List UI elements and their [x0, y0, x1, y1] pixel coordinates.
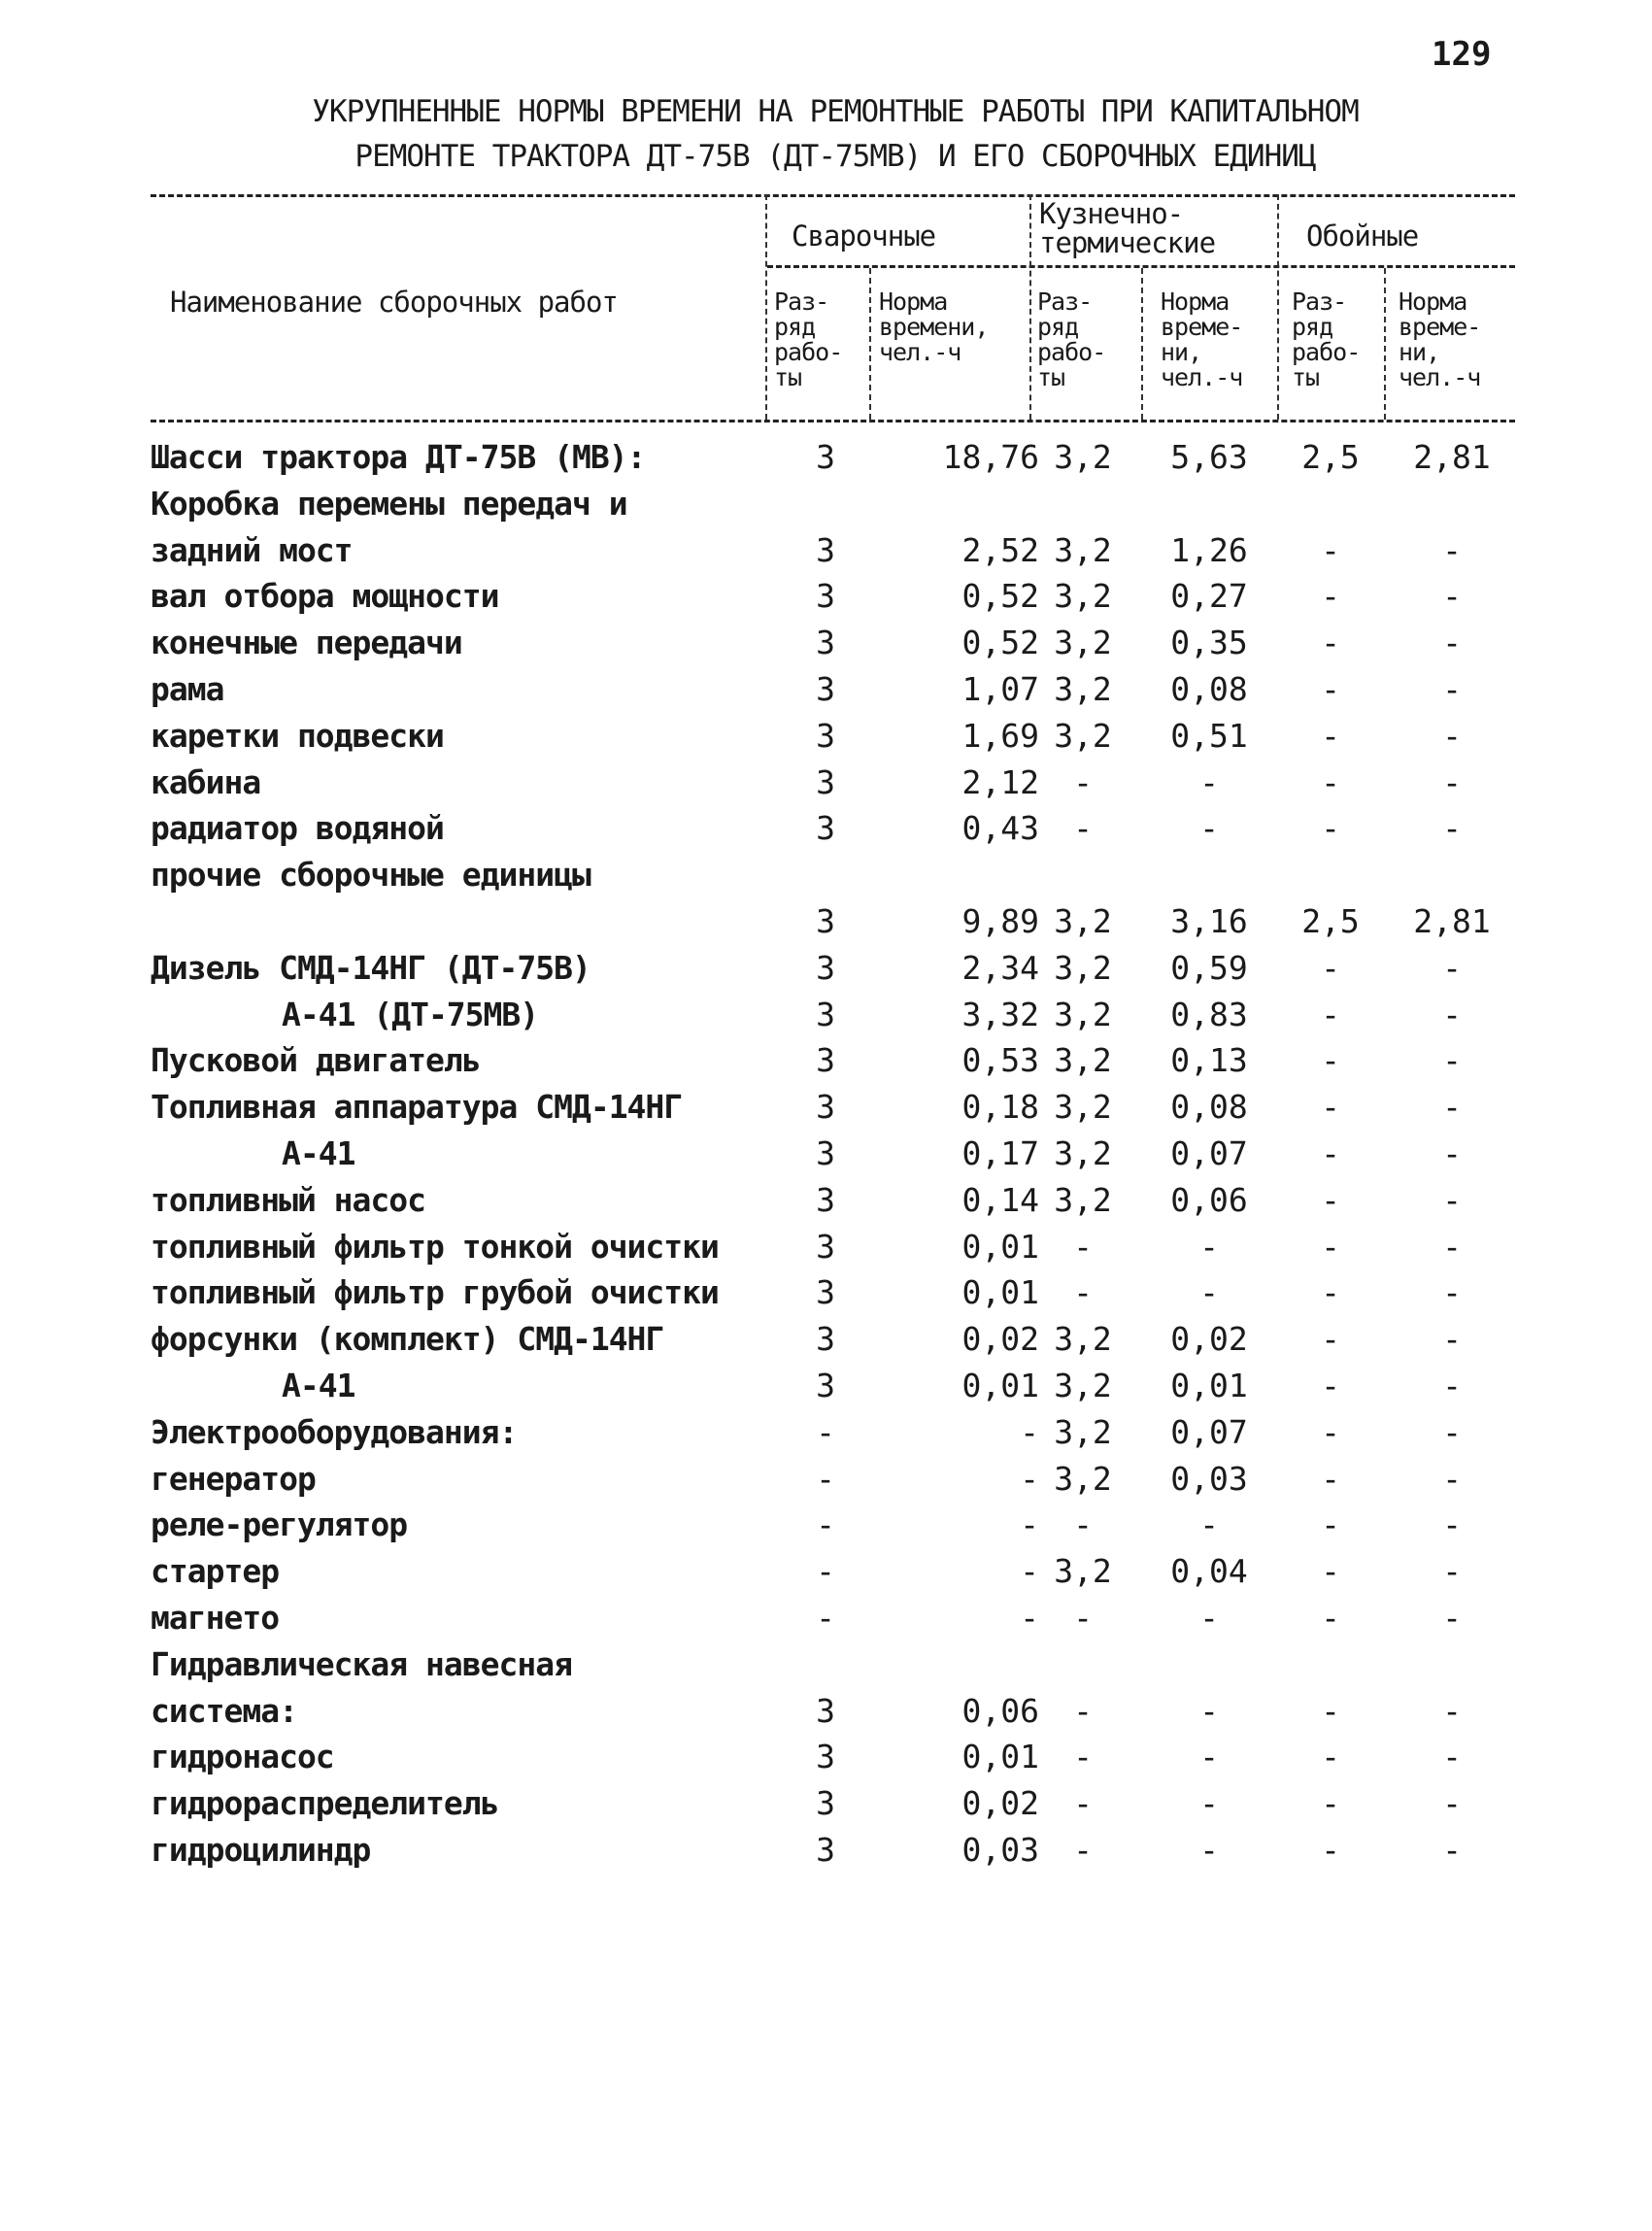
row-name: конечные передачи	[151, 624, 462, 661]
cell-forge-rank: -	[1073, 1228, 1093, 1266]
cell-forge-rank: 3,2	[1054, 1552, 1112, 1590]
cell-welding-rank: 3	[816, 1692, 835, 1730]
cell-welding-rank: -	[816, 1552, 835, 1590]
title-line-1: УКРУПНЕННЫЕ НОРМЫ ВРЕМЕНИ НА РЕМОНТНЫЕ РАБОТЫ ПРИ КАПИТАЛЬНОМ	[312, 94, 1359, 129]
cell-welding-norm: -	[1020, 1599, 1039, 1637]
cell-upholstery-rank: -	[1321, 1692, 1340, 1730]
header-rank-welding: Раз- ряд рабо- ты	[774, 287, 843, 391]
row-name: топливный насос	[151, 1181, 426, 1219]
cell-upholstery-norm: -	[1442, 1320, 1462, 1358]
table-row	[0, 852, 1652, 898]
cell-welding-rank: 3	[816, 1088, 835, 1126]
header-name-column: Наименование сборочных работ	[170, 286, 618, 319]
cell-welding-rank: 3	[816, 1831, 835, 1869]
cell-upholstery-rank: -	[1321, 1367, 1340, 1404]
cell-upholstery-norm: -	[1442, 1181, 1462, 1219]
cell-welding-rank: 3	[816, 717, 835, 755]
cell-forge-norm: 5,63	[1170, 438, 1248, 476]
cell-upholstery-rank: -	[1321, 577, 1340, 615]
cell-forge-rank: 3,2	[1054, 438, 1112, 476]
row-name: А-41	[282, 1367, 355, 1404]
cell-forge-rank: -	[1073, 1831, 1093, 1869]
table-row	[0, 1502, 1652, 1548]
table-row	[0, 1269, 1652, 1316]
cell-upholstery-rank: -	[1321, 1041, 1340, 1079]
cell-upholstery-norm: -	[1442, 624, 1462, 661]
cell-upholstery-rank: -	[1321, 949, 1340, 987]
cell-upholstery-rank: -	[1321, 1273, 1340, 1311]
cell-forge-rank: 3,2	[1054, 996, 1112, 1033]
cell-forge-rank: 3,2	[1054, 902, 1112, 940]
cell-welding-norm: -	[1020, 1552, 1039, 1590]
cell-welding-rank: -	[816, 1460, 835, 1498]
cell-upholstery-rank: -	[1321, 763, 1340, 801]
cell-welding-norm: 1,69	[961, 717, 1039, 755]
cell-welding-rank: 3	[816, 624, 835, 661]
cell-upholstery-norm: -	[1442, 1134, 1462, 1172]
cell-upholstery-norm: -	[1442, 1738, 1462, 1775]
cell-upholstery-rank: -	[1321, 1228, 1340, 1266]
cell-upholstery-rank: -	[1321, 1831, 1340, 1869]
cell-upholstery-norm: -	[1442, 1599, 1462, 1637]
table-row	[0, 945, 1652, 992]
cell-upholstery-norm: -	[1442, 577, 1462, 615]
cell-upholstery-norm: -	[1442, 1784, 1462, 1822]
cell-upholstery-norm: -	[1442, 1413, 1462, 1451]
cell-forge-rank: 3,2	[1054, 531, 1112, 569]
table-row	[0, 481, 1652, 527]
header-group-forge-line1: Кузнечно-	[1039, 197, 1184, 230]
cell-upholstery-norm: -	[1442, 1831, 1462, 1869]
cell-upholstery-rank: -	[1321, 1413, 1340, 1451]
title-line-2: РЕМОНТЕ ТРАКТОРА ДТ-75В (ДТ-75МВ) И ЕГО СБОРОЧНЫХ ЕДИНИЦ	[354, 139, 1316, 174]
cell-forge-norm: -	[1199, 1228, 1219, 1266]
cell-welding-norm: -	[1020, 1460, 1039, 1498]
row-name: Коробка перемены передач и	[151, 485, 627, 523]
row-name: форсунки (комплект) СМД-14НГ	[151, 1320, 664, 1358]
cell-forge-rank: -	[1073, 809, 1093, 847]
cell-forge-rank: 3,2	[1054, 624, 1112, 661]
cell-welding-rank: 3	[816, 670, 835, 708]
header-norm-upholstery: Норма време- ни, чел.-ч	[1399, 287, 1481, 391]
table-row	[0, 527, 1652, 574]
row-name: генератор	[151, 1460, 316, 1498]
cell-upholstery-norm: -	[1442, 670, 1462, 708]
header-separator	[1384, 268, 1386, 420]
cell-welding-rank: 3	[816, 1784, 835, 1822]
table-row	[0, 1548, 1652, 1595]
cell-forge-rank: -	[1073, 1505, 1093, 1543]
table-row	[0, 573, 1652, 620]
cell-forge-norm: 0,04	[1170, 1552, 1248, 1590]
row-name: гидронасос	[151, 1738, 334, 1775]
cell-forge-rank: 3,2	[1054, 1181, 1112, 1219]
header-group-forge-line2: термические	[1039, 226, 1216, 259]
table-row	[0, 1456, 1652, 1503]
cell-upholstery-rank: 2,5	[1301, 438, 1360, 476]
row-name: гидрораспределитель	[151, 1784, 499, 1822]
cell-welding-norm: 0,43	[961, 809, 1039, 847]
cell-upholstery-norm: 2,81	[1413, 902, 1491, 940]
cell-upholstery-rank: -	[1321, 1505, 1340, 1543]
table-row	[0, 992, 1652, 1038]
row-name: задний мост	[151, 531, 353, 569]
table-row	[0, 1037, 1652, 1084]
cell-forge-norm: 0,01	[1170, 1367, 1248, 1404]
cell-forge-rank: 3,2	[1054, 1088, 1112, 1126]
cell-welding-rank: 3	[816, 1041, 835, 1079]
cell-forge-rank: 3,2	[1054, 717, 1112, 755]
cell-welding-norm: -	[1020, 1413, 1039, 1451]
cell-forge-norm: 0,02	[1170, 1320, 1248, 1358]
row-name: вал отбора мощности	[151, 577, 499, 615]
table-row	[0, 666, 1652, 713]
cell-welding-rank: 3	[816, 1273, 835, 1311]
cell-welding-rank: 3	[816, 1320, 835, 1358]
header-separator	[765, 194, 767, 420]
cell-welding-rank: 3	[816, 1181, 835, 1219]
cell-welding-rank: 3	[816, 531, 835, 569]
table-row	[0, 1641, 1652, 1688]
cell-upholstery-rank: -	[1321, 1460, 1340, 1498]
row-name: магнето	[151, 1599, 280, 1637]
table-row	[0, 760, 1652, 806]
cell-upholstery-rank: -	[1321, 996, 1340, 1033]
table-row	[0, 1084, 1652, 1131]
cell-welding-norm: 0,53	[961, 1041, 1039, 1079]
table-row	[0, 620, 1652, 666]
row-name: Топливная аппаратура СМД-14НГ	[151, 1088, 683, 1126]
cell-welding-rank: 3	[816, 949, 835, 987]
cell-forge-norm: 0,13	[1170, 1041, 1248, 1079]
cell-upholstery-rank: -	[1321, 531, 1340, 569]
row-name: Пусковой двигатель	[151, 1041, 481, 1079]
cell-forge-norm: 0,35	[1170, 624, 1248, 661]
cell-upholstery-norm: -	[1442, 1273, 1462, 1311]
table-row	[0, 1780, 1652, 1827]
cell-forge-norm: 0,83	[1170, 996, 1248, 1033]
cell-forge-norm: -	[1199, 1505, 1219, 1543]
cell-welding-norm: 2,34	[961, 949, 1039, 987]
cell-welding-rank: -	[816, 1413, 835, 1451]
header-separator	[1277, 194, 1279, 420]
cell-forge-rank: 3,2	[1054, 1413, 1112, 1451]
cell-upholstery-norm: -	[1442, 1505, 1462, 1543]
cell-welding-rank: 3	[816, 438, 835, 476]
cell-welding-rank: 3	[816, 763, 835, 801]
row-name: система:	[151, 1692, 297, 1730]
table-row	[0, 1827, 1652, 1874]
cell-upholstery-rank: -	[1321, 1320, 1340, 1358]
cell-forge-norm: 3,16	[1170, 902, 1248, 940]
header-rank-upholstery: Раз- ряд рабо- ты	[1292, 287, 1361, 391]
cell-forge-norm: 0,59	[1170, 949, 1248, 987]
cell-forge-norm: 0,08	[1170, 1088, 1248, 1126]
cell-forge-norm: -	[1199, 809, 1219, 847]
table-row	[0, 1363, 1652, 1409]
cell-upholstery-norm: -	[1442, 1041, 1462, 1079]
table-row	[0, 1224, 1652, 1270]
table-row	[0, 1177, 1652, 1224]
cell-forge-norm: 0,03	[1170, 1460, 1248, 1498]
cell-forge-rank: 3,2	[1054, 670, 1112, 708]
cell-welding-norm: 0,52	[961, 624, 1039, 661]
row-name: А-41	[282, 1134, 355, 1172]
cell-upholstery-rank: -	[1321, 1088, 1340, 1126]
cell-forge-norm: 0,07	[1170, 1413, 1248, 1451]
cell-upholstery-rank: -	[1321, 809, 1340, 847]
cell-upholstery-rank: -	[1321, 717, 1340, 755]
row-name: Шасси трактора ДТ-75В (МВ):	[151, 438, 646, 476]
row-name: Дизель СМД-14НГ (ДТ-75В)	[151, 949, 590, 987]
cell-welding-norm: 0,03	[961, 1831, 1039, 1869]
cell-upholstery-rank: -	[1321, 1552, 1340, 1590]
cell-upholstery-rank: -	[1321, 1599, 1340, 1637]
cell-upholstery-norm: -	[1442, 1367, 1462, 1404]
cell-forge-norm: -	[1199, 1831, 1219, 1869]
cell-forge-norm: -	[1199, 763, 1219, 801]
header-separator	[1029, 194, 1031, 420]
cell-forge-norm: -	[1199, 1692, 1219, 1730]
header-norm-forge: Норма време- ни, чел.-ч	[1161, 287, 1243, 391]
cell-forge-norm: 0,06	[1170, 1181, 1248, 1219]
table-row	[0, 1131, 1652, 1177]
cell-welding-rank: 3	[816, 809, 835, 847]
header-rank-forge: Раз- ряд рабо- ты	[1037, 287, 1106, 391]
cell-forge-rank: -	[1073, 1784, 1093, 1822]
cell-welding-norm: 1,07	[961, 670, 1039, 708]
cell-forge-rank: 3,2	[1054, 1041, 1112, 1079]
cell-welding-norm: 0,18	[961, 1088, 1039, 1126]
cell-upholstery-norm: -	[1442, 809, 1462, 847]
cell-forge-rank: 3,2	[1054, 1320, 1112, 1358]
table-row	[0, 898, 1652, 945]
row-name: прочие сборочные единицы	[151, 856, 590, 894]
cell-forge-norm: 0,08	[1170, 670, 1248, 708]
row-name: реле-регулятор	[151, 1505, 408, 1543]
table-row	[0, 1316, 1652, 1363]
header-group-upholstery: Обойные	[1306, 220, 1419, 253]
table-row	[0, 713, 1652, 760]
cell-upholstery-rank: -	[1321, 1738, 1340, 1775]
cell-welding-norm: 0,01	[961, 1228, 1039, 1266]
cell-upholstery-rank: -	[1321, 624, 1340, 661]
cell-upholstery-norm: -	[1442, 1228, 1462, 1266]
cell-welding-norm: 0,02	[961, 1784, 1039, 1822]
cell-welding-rank: 3	[816, 577, 835, 615]
table-row	[0, 805, 1652, 852]
cell-upholstery-norm: -	[1442, 1692, 1462, 1730]
cell-forge-rank: 3,2	[1054, 949, 1112, 987]
row-name: гидроцилиндр	[151, 1831, 371, 1869]
header-separator	[869, 268, 871, 420]
cell-upholstery-norm: -	[1442, 531, 1462, 569]
cell-upholstery-rank: -	[1321, 1181, 1340, 1219]
cell-welding-norm: 0,14	[961, 1181, 1039, 1219]
table-row	[0, 434, 1652, 481]
table-row	[0, 1595, 1652, 1641]
cell-upholstery-norm: -	[1442, 1088, 1462, 1126]
cell-forge-norm: -	[1199, 1738, 1219, 1775]
cell-welding-norm: 0,17	[961, 1134, 1039, 1172]
cell-upholstery-norm: -	[1442, 1552, 1462, 1590]
document-title	[233, 89, 1437, 179]
cell-welding-norm: 9,89	[961, 902, 1039, 940]
cell-welding-norm: 0,52	[961, 577, 1039, 615]
cell-forge-rank: -	[1073, 1738, 1093, 1775]
cell-forge-rank: 3,2	[1054, 1134, 1112, 1172]
cell-forge-rank: -	[1073, 763, 1093, 801]
cell-forge-norm: 0,27	[1170, 577, 1248, 615]
cell-welding-norm: 0,01	[961, 1367, 1039, 1404]
row-name: кабина	[151, 763, 261, 801]
row-name: Гидравлическая навесная	[151, 1645, 572, 1683]
cell-forge-norm: 0,51	[1170, 717, 1248, 755]
cell-welding-norm: 0,02	[961, 1320, 1039, 1358]
table-row	[0, 1409, 1652, 1456]
cell-upholstery-rank: -	[1321, 1134, 1340, 1172]
page-number: 129	[1432, 35, 1492, 74]
row-name: топливный фильтр тонкой очистки	[151, 1228, 719, 1266]
cell-welding-norm: 0,06	[961, 1692, 1039, 1730]
row-name: радиатор водяной	[151, 809, 444, 847]
cell-forge-rank: 3,2	[1054, 577, 1112, 615]
cell-welding-norm: 0,01	[961, 1738, 1039, 1775]
cell-welding-rank: 3	[816, 1738, 835, 1775]
cell-welding-norm: 18,76	[942, 438, 1039, 476]
cell-welding-norm: 2,52	[961, 531, 1039, 569]
cell-welding-rank: 3	[816, 996, 835, 1033]
cell-forge-rank: 3,2	[1054, 1367, 1112, 1404]
cell-forge-norm: -	[1199, 1599, 1219, 1637]
cell-upholstery-norm: -	[1442, 949, 1462, 987]
cell-forge-rank: -	[1073, 1599, 1093, 1637]
cell-welding-rank: 3	[816, 1134, 835, 1172]
cell-upholstery-norm: -	[1442, 1460, 1462, 1498]
header-group-welding: Сварочные	[792, 220, 936, 253]
cell-welding-norm: 3,32	[961, 996, 1039, 1033]
cell-upholstery-rank: 2,5	[1301, 902, 1360, 940]
cell-welding-rank: -	[816, 1505, 835, 1543]
header-top-rule	[151, 194, 1515, 197]
cell-forge-rank: -	[1073, 1273, 1093, 1311]
cell-welding-rank: -	[816, 1599, 835, 1637]
row-name: рама	[151, 670, 224, 708]
row-name: топливный фильтр грубой очистки	[151, 1273, 719, 1311]
cell-forge-norm: -	[1199, 1784, 1219, 1822]
row-name: Электрооборудования:	[151, 1413, 518, 1451]
cell-upholstery-norm: 2,81	[1413, 438, 1491, 476]
row-name: каретки подвески	[151, 717, 444, 755]
cell-upholstery-rank: -	[1321, 670, 1340, 708]
header-norm-welding: Норма времени, чел.-ч	[879, 287, 989, 366]
row-name: А-41 (ДТ-75МВ)	[282, 996, 539, 1033]
cell-forge-rank: -	[1073, 1692, 1093, 1730]
header-bottom-rule	[151, 420, 1515, 423]
cell-welding-norm: 0,01	[961, 1273, 1039, 1311]
cell-upholstery-rank: -	[1321, 1784, 1340, 1822]
header-separator	[1141, 268, 1143, 420]
cell-forge-rank: 3,2	[1054, 1460, 1112, 1498]
row-name: стартер	[151, 1552, 280, 1590]
cell-welding-rank: 3	[816, 1367, 835, 1404]
cell-forge-norm: -	[1199, 1273, 1219, 1311]
cell-forge-norm: 1,26	[1170, 531, 1248, 569]
cell-forge-norm: 0,07	[1170, 1134, 1248, 1172]
cell-welding-norm: -	[1020, 1505, 1039, 1543]
cell-upholstery-norm: -	[1442, 763, 1462, 801]
table-row	[0, 1734, 1652, 1780]
cell-welding-norm: 2,12	[961, 763, 1039, 801]
cell-upholstery-norm: -	[1442, 717, 1462, 755]
cell-upholstery-norm: -	[1442, 996, 1462, 1033]
table-row	[0, 1688, 1652, 1735]
cell-welding-rank: 3	[816, 902, 835, 940]
cell-welding-rank: 3	[816, 1228, 835, 1266]
